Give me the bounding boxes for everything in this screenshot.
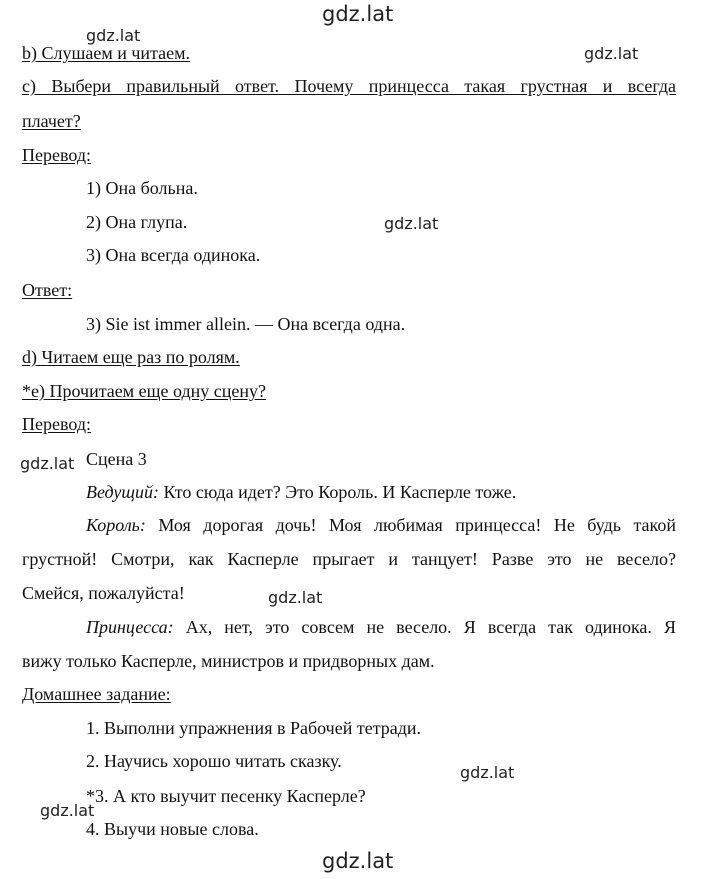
homework-item: 2. Научись хорошо читать сказку. [86,751,342,771]
narrator-line [86,481,516,503]
watermark-bottom: gdz.lat [322,849,394,873]
translation-label: Перевод: [22,145,91,165]
watermark-top: gdz.lat [322,2,394,26]
option-item: 2) Она глупа. [86,212,188,232]
option-item: 3) Она всегда одинока. [86,245,261,265]
watermark: gdz.lat [86,26,141,45]
translation-label-2: Перевод: [22,414,91,434]
watermark: gdz.lat [40,801,95,820]
watermark: gdz.lat [20,454,75,473]
king-line-3: Смейся, пожалуйста! [22,583,185,603]
homework-item: 4. Выучи новые слова. [86,819,259,839]
watermark: gdz.lat [584,44,639,63]
answer-text: 3) Sie ist immer allein. — Она всегда одна. [86,314,406,334]
homework-label: Домашнее задание: [22,684,171,704]
scene-title: Сцена 3 [86,449,147,469]
king-line-1 [86,514,676,536]
speech-text: Ах, нет, это совсем не весело. Я всегда так одинока. Я [173,617,676,637]
task-c-heading-line1: c) Выбери правильный ответ. Почему принцесса такая грустная и всегда [22,76,676,96]
watermark: gdz.lat [268,588,323,607]
speech-text: Моя дорогая дочь! Моя любимая принцесса! Не будь такой [145,515,676,535]
answer-label: Ответ: [22,280,73,300]
king-line-2: грустной! Смотри, как Касперле прыгает и танцует! Разве это не весело? [22,549,676,569]
watermark: gdz.lat [384,214,439,233]
speaker-name: Король: [86,515,146,535]
task-d-heading: d) Читаем еще раз по ролям. [22,347,240,367]
option-item: 1) Она больна. [86,178,198,198]
task-e-heading: *e) Прочитаем еще одну сцену? [22,381,267,401]
princess-line-1 [86,616,676,638]
homework-item: 1. Выполни упражнения в Рабочей тетради. [86,718,422,738]
speaker-name: Принцесса: [86,617,174,637]
homework-item: *3. А кто выучит песенку Касперле? [86,786,366,806]
watermark: gdz.lat [460,763,515,782]
task-c-heading-line2: плачет? [22,111,81,131]
princess-line-2: вижу только Касперле, министров и придворных дам. [22,651,435,671]
speech-text: Кто сюда идет? Это Король. И Касперле тоже. [158,482,517,502]
task-b-heading: b) Слушаем и читаем. [22,43,190,63]
speaker-name: Ведущий: [86,482,159,502]
